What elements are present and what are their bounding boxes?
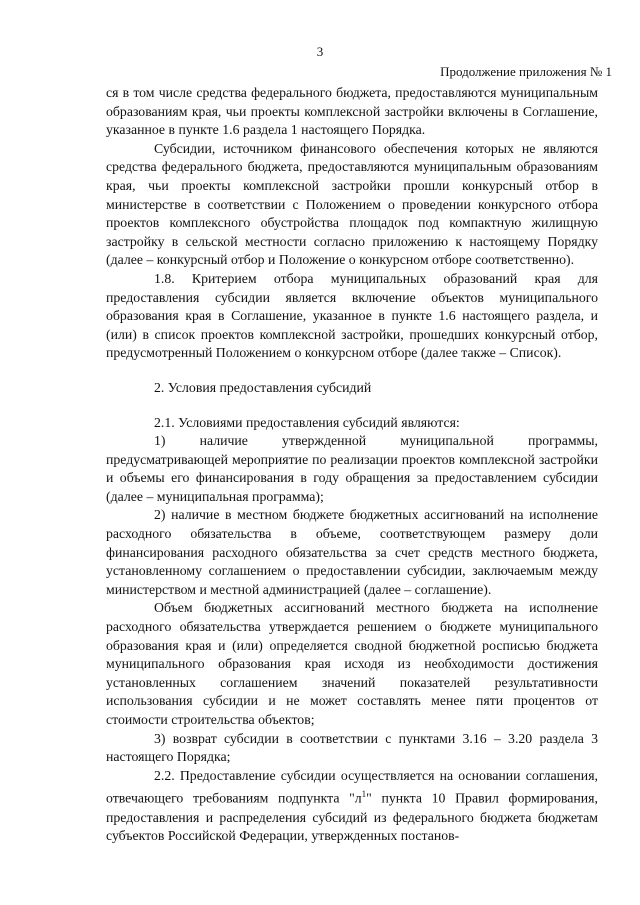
page-number: 3 bbox=[316, 44, 324, 59]
paragraph-subsidies-non-federal: Субсидии, источником финансового обеспечения которых не являются средства федерального бюджета, предоставляются муниципальным образованиям края, чьи проекты комплексной застройки прошли конкурсный отбор в министерстве в соответствии с Положением о проведении конкурсного отбора проектов комплексного обустройства площадок под компактную жилищную застройку в сельской местности согласно приложению к настоящему Порядку (далее – конкурсный отбор и Положение о конкурсном отборе соответственно). bbox=[106, 140, 598, 268]
document-body bbox=[106, 84, 598, 846]
paragraph-budget-volume: Объем бюджетных ассигнований местного бюджета на исполнение расходного обязательства утверждается решением о бюджете муниципального образования края и (или) определяется сводной бюджетной росписью бюджета муниципального образования края исходя из необходимости достижения установленных соглашением значений показателей результативности использования субсидии и не может составлять менее пяти процентов от стоимости строительства объектов; bbox=[106, 600, 598, 727]
paragraph-continued: ся в том числе средства федерального бюджета, предоставляются муниципальным образованиям края, чьи проекты комплексной застройки включены в Соглашение, указанное в пункте 1.6 раздела 1 настоящего Порядка. bbox=[106, 85, 598, 138]
paragraph-condition-1: 1) наличие утвержденной муниципальной программы, предусматривающей мероприятие по реализации проектов комплексной застройки и объемы его финансирования в году обращения за предоставлением субсидии (далее – муниципальная программа); bbox=[106, 433, 598, 504]
paragraph-2-2-before: 2.2. Предоставление субсидии осуществляется на основании соглашения, отвечающего требованиям подпункта "л bbox=[106, 767, 598, 806]
paragraph-2-2 bbox=[106, 767, 598, 846]
paragraph-1-8: 1.8. Критерием отбора муниципальных образований края для предоставления субсидии является включение объектов муниципального образования края в Соглашение, указанное в пункте 1.6 настоящего раздела, и (или) в список проектов комплексной застройки, прошедших конкурсный отбор, предусмотренный Положением о конкурсном отборе (далее также – Список). bbox=[106, 270, 598, 361]
paragraph-condition-3: 3) возврат субсидии в соответствии с пунктами 3.16 – 3.20 раздела 3 настоящего Порядка; bbox=[106, 730, 598, 765]
paragraph-2-2-after: " пункта 10 Правил формирования, предоставления и распределения субсидий из федерального бюджета бюджетам субъектов Российской Федерации, утвержденных постанов- bbox=[106, 790, 598, 844]
appendix-continuation-label: Продолжение приложения № 1 bbox=[440, 64, 612, 79]
paragraph-2-2-superscript: 1 bbox=[361, 789, 367, 800]
section-heading-2: 2. Условия предоставления субсидий bbox=[154, 379, 372, 395]
paragraph-2-1: 2.1. Условиями предоставления субсидий являются: bbox=[154, 414, 460, 430]
paragraph-condition-2: 2) наличие в местном бюджете бюджетных ассигнований на исполнение расходного обязательства в объеме, соответствующем размеру доли финансирования расходного обязательства за счет средств местного бюджета, установленному соглашением о предоставлении субсидии, заключаемым между министерством и местной администрацией (далее – соглашение). bbox=[106, 507, 598, 597]
